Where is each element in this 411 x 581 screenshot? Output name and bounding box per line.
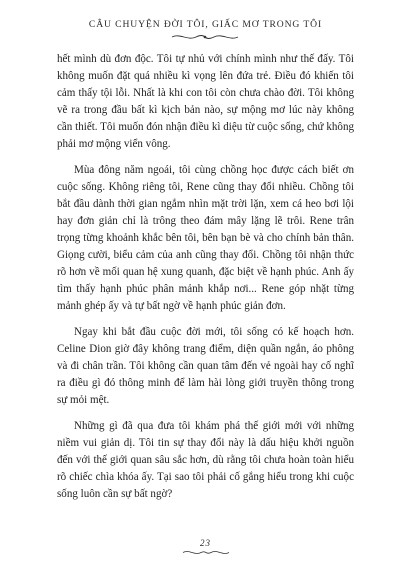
paragraph-2: Mùa đông năm ngoái, tôi cùng chồng học được cách biết ơn cuộc sống. Không riêng tôi, Rene cũng thay đổi nhiều. Chồng tôi bắt đầu dành thời gian ngắm nhìn mặt trời lặn, xem cá heo bơi lội hay đơn giản chỉ là trông theo đám mây lặng lẽ trôi. Rene trân trọng từng khoảnh khắc bên tôi, bên bạn bè và cho chính bản thân. Giọng cười, biểu cảm của anh cũng thay đổi. Chồng tôi nhận thức rõ hơn về mối quan hệ xung quanh, đặc biệt về hạnh phúc. Anh ấy tìm thấy hạnh phúc phân mảnh khắp nơi... Rene góp nhặt từng mảnh ghép ấy và tự bất ngờ về hạnh phúc giản đơn.: [57, 164, 354, 312]
running-header: CÂU CHUYỆN ĐỜI TÔI, GIẤC MƠ TRONG TÔI: [88, 19, 323, 30]
paragraph-3: Ngay khi bắt đầu cuộc đời mới, tôi sống có kế hoạch hơn. Celine Dion giờ đây không trang điểm, diện quần ngắn, áo phông và đi chân trần. Tôi không cần quan tâm đến vẻ ngoài hay cố nghĩ ra điều gì đó thông minh để làm hài lòng giới truyền thông trong sự mỏi mệt.: [57, 326, 354, 406]
body-text: [57, 51, 354, 503]
page-number: 23: [200, 538, 211, 548]
page-footer: [0, 538, 411, 556]
paragraph-4: Những gì đã qua đưa tôi khám phá thế giới mới với những niềm vui giản dị. Tôi tin sự thay đổi này là dấu hiệu khởi nguồn đến với thế giới quan sâu sắc hơn, dù rằng tôi chưa hoàn toàn hiểu rõ chiếc chìa khóa ấy. Tại sao tôi phải cố gắng hiểu trong khi cuộc sống luôn cần sự bất ngờ?: [57, 420, 354, 500]
footer-flourish-icon: [181, 549, 231, 556]
header-flourish-icon: [170, 33, 240, 41]
paragraph-1: hết mình dù đơn độc. Tôi tự nhủ với chính mình như thế đấy. Tôi không muốn đặt quá nhiều kì vọng lên đứa trẻ. Điều đó khiến tôi cảm thấy tội lỗi. Nhất là khi con tôi còn chưa chào đời. Tôi không vẽ ra trong đầu bất kì kịch bản nào, sự mộng mơ lúc này không cần thiết. Tôi muốn đón nhận điều kì diệu từ cuộc sống, chứ không phải mơ mộng viển vông.: [57, 53, 354, 150]
